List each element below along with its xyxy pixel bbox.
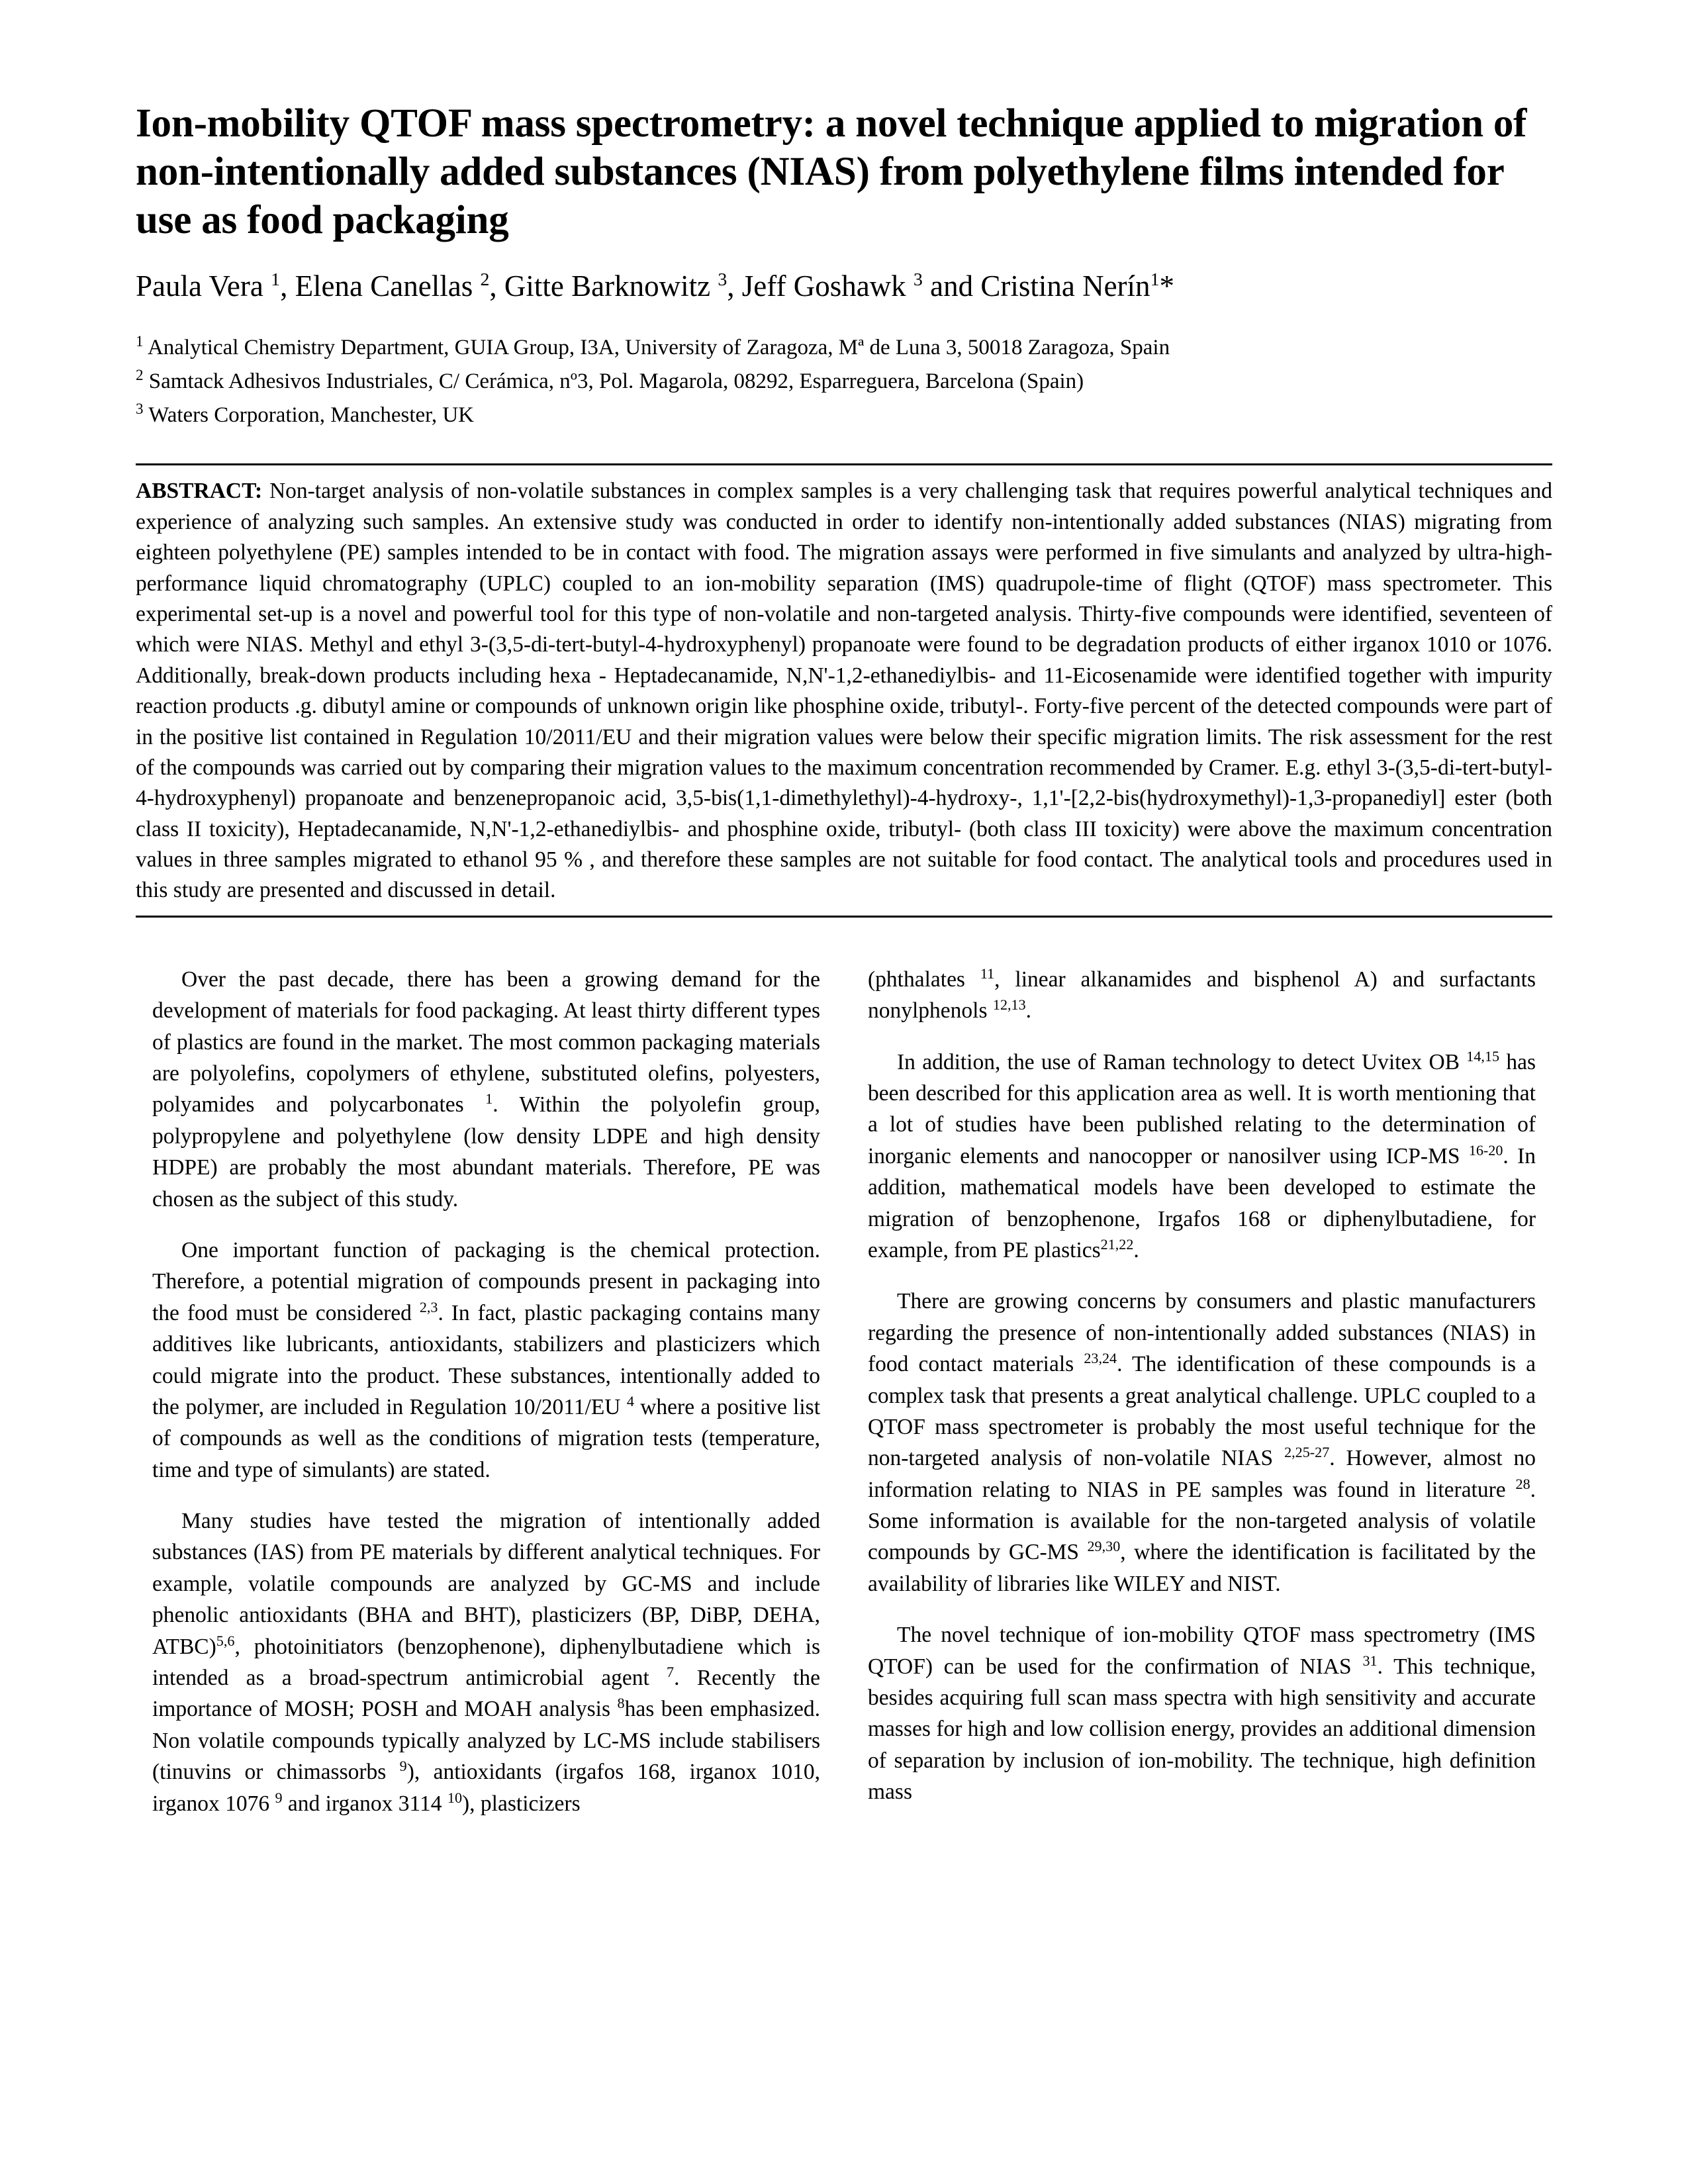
paragraph-text: . Within the polyolefin group, polypropylene and polyethylene (low density LDPE and high density HDPE) are probably the most abundant materials. Therefore, PE was chosen as the subject of this study. <box>152 1092 820 1211</box>
paragraph-text: has been described for this application area as well. It is worth mentioning that a lot of studies have been published relating to the determination of inorganic elements and nanocopper or nanosilver using ICP-MS <box>868 1049 1536 1168</box>
paragraph-text: . This technique, besides acquiring full scan mass spectra with high sensitivity and accurate masses for high and low collision energy, provides an additional dimension of separation by inclusion of ion-mobility. The technique, high definition mass <box>868 1654 1536 1805</box>
author-affiliation-marker: 2 <box>480 269 490 290</box>
page-title: Ion-mobility QTOF mass spectrometry: a novel technique applied to migration of non-intentionally added substances (NIAS) from polyethylene films intended for use as food packaging <box>136 101 1527 243</box>
citation-superscript[interactable]: 5,6 <box>216 1632 235 1649</box>
citation-superscript[interactable]: 8 <box>617 1695 625 1712</box>
paragraph-text: (phthalates <box>868 967 980 992</box>
citation-superscript[interactable]: 1 <box>485 1090 493 1108</box>
affiliation-item <box>136 332 1552 363</box>
author-affiliation-marker: 3 <box>913 269 923 290</box>
body-paragraph <box>152 1505 820 1819</box>
paragraph-text: has been emphasized. Non volatile compounds typically analyzed by LC-MS include stabilisers (tinuvins or chimassorbs <box>152 1697 820 1785</box>
paragraph-text: , photoinitiators (benzophenone), diphenylbutadiene which is intended as a broad-spectrum antimicrobial agent <box>152 1634 820 1691</box>
body-columns <box>136 964 1552 1819</box>
citation-superscript[interactable]: 28 <box>1515 1475 1530 1492</box>
citation-superscript[interactable]: 14,15 <box>1466 1047 1500 1065</box>
citation-superscript[interactable]: 29,30 <box>1087 1538 1121 1555</box>
paragraph-text: The novel technique of ion-mobility QTOF mass spectrometry (IMS QTOF) can be used for the confirmation of NIAS <box>868 1623 1536 1679</box>
affiliation-marker: 2 <box>136 366 144 383</box>
citation-superscript[interactable]: 11 <box>980 965 995 982</box>
author-affiliation-marker: 3 <box>718 269 727 290</box>
paragraph-text: . The identification of these compounds is a complex task that presents a great analytical challenge. UPLC coupled to a QTOF mass spectrometer is probably the most useful technique for the non-targeted analysis of non-volatile NIAS <box>868 1352 1536 1471</box>
citation-superscript[interactable]: 9 <box>275 1789 283 1806</box>
paragraph-text: ), antioxidants (irgafos 168, irganox 1010, irganox 1076 <box>152 1760 820 1816</box>
affiliation-marker: 3 <box>136 400 144 418</box>
affiliation-text: Waters Corporation, Manchester, UK <box>143 403 474 428</box>
citation-superscript[interactable]: 31 <box>1362 1652 1378 1669</box>
citation-superscript[interactable]: 12,13 <box>992 996 1026 1014</box>
paragraph-text: Many studies have tested the migration of intentionally added substances (IAS) from PE materials by different analytical techniques. For example, volatile compounds are analyzed by GC-MS and include phenolic antioxidants (BHA and BHT), plasticizers (BP, DiBP, DEHA, ATBC) <box>152 1509 820 1659</box>
author-name: , Gitte Barknowitz <box>489 269 718 303</box>
affiliation-marker: 1 <box>136 332 144 350</box>
citation-superscript[interactable]: 23,24 <box>1084 1349 1117 1366</box>
body-paragraph <box>152 1235 820 1486</box>
citation-superscript[interactable]: 2,3 <box>419 1298 438 1315</box>
body-paragraph <box>152 964 820 1215</box>
paragraph-text: . <box>1133 1237 1139 1262</box>
body-paragraph <box>868 1619 1536 1807</box>
body-paragraph <box>868 1047 1536 1266</box>
paragraph-text: ), plasticizers <box>462 1791 581 1816</box>
paragraph-text: and irganox 3114 <box>282 1791 447 1816</box>
paragraph-text: One important function of packaging is the chemical protection. Therefore, a potential migration of compounds present in packaging into the food must be considered <box>152 1237 820 1325</box>
citation-superscript[interactable]: 4 <box>626 1392 634 1409</box>
author-affiliation-marker: 1 <box>1150 269 1160 290</box>
paragraph-text: In addition, the use of Raman technology to detect Uvitex OB <box>897 1049 1467 1074</box>
citation-superscript[interactable]: 10 <box>447 1789 463 1806</box>
citation-superscript[interactable]: 9 <box>399 1758 407 1775</box>
abstract-block <box>136 463 1552 917</box>
citation-superscript[interactable]: 21,22 <box>1100 1235 1134 1253</box>
column-right <box>868 964 1536 1819</box>
body-paragraph <box>868 964 1536 1027</box>
paragraph-text: Over the past decade, there has been a growing demand for the development of materials for food packaging. At least thirty different types of plastics are found in the market. The most common packaging materials are polyolefins, copolymers of ethylene, substituted olefins, polyesters, polyamides and polycarbonates <box>152 967 820 1117</box>
abstract-label: ABSTRACT: <box>136 479 263 504</box>
author-name: and Cristina Nerín <box>922 269 1150 303</box>
citation-superscript[interactable]: 16-20 <box>1468 1141 1503 1159</box>
paragraph-text: . Some information is available for the non-targeted analysis of volatile compounds by GC-MS <box>868 1477 1536 1565</box>
author-name: , Jeff Goshawk <box>727 269 914 303</box>
affiliation-item <box>136 366 1552 397</box>
author-affiliation-marker: 1 <box>271 269 281 290</box>
column-left <box>152 964 820 1819</box>
author-name: Paula Vera <box>136 269 271 303</box>
abstract-paragraph <box>136 476 1552 906</box>
affiliation-text: Samtack Adhesivos Industriales, C/ Cerámica, nº3, Pol. Magarola, 08292, Esparreguera, Barcelona (Spain) <box>143 369 1084 393</box>
body-paragraph <box>868 1286 1536 1599</box>
affiliation-text: Analytical Chemistry Department, GUIA Group, I3A, University of Zaragoza, Mª de Luna 3, 50018 Zaragoza, Spain <box>143 335 1170 359</box>
citation-superscript[interactable]: 2,25-27 <box>1284 1444 1330 1461</box>
paragraph-text: . Recently the importance of MOSH; POSH and MOAH analysis <box>152 1666 820 1722</box>
affiliation-item <box>136 400 1552 430</box>
paragraph-text: . In addition, mathematical models have been developed to estimate the migration of benzophenone, Irgafos 168 or diphenylbutadiene, for example, from PE plastics <box>868 1143 1536 1262</box>
author-name: , Elena Canellas <box>280 269 481 303</box>
paragraph-text: where a positive list of compounds as well as the conditions of migration tests (temperature, time and type of simulants) are stated. <box>152 1394 820 1482</box>
paragraph-text: , linear alkanamides and bisphenol A) and surfactants nonylphenols <box>868 967 1536 1023</box>
paragraph-text: . <box>1025 998 1032 1023</box>
affiliation-list <box>136 332 1552 431</box>
paragraph-text: , where the identification is facilitated by the availability of libraries like WILEY and NIST. <box>868 1540 1536 1596</box>
citation-superscript[interactable]: 7 <box>667 1663 675 1680</box>
author-name: * <box>1159 269 1175 303</box>
paragraph-text: . However, almost no information relating to NIAS in PE samples was found in literature <box>868 1446 1536 1502</box>
paragraph-text: There are growing concerns by consumers and plastic manufacturers regarding the presence of non-intentionally added substances (NIAS) in food contact materials <box>868 1289 1536 1377</box>
paragraph-text: . In fact, plastic packaging contains many additives like lubricants, antioxidants, stabilizers and plasticizers which could migrate into the product. These substances, intentionally added to the polymer, are included in Regulation 10/2011/EU <box>152 1300 820 1419</box>
author-list <box>136 267 1552 305</box>
abstract-body: Non-target analysis of non-volatile substances in complex samples is a very challenging task that requires powerful analytical techniques and experience of analyzing such samples. An extensive study was conducted in order to identify non-intentionally added substances (NIAS) migrating from eighteen polyethylene (PE) samples intended to be in contact with food. The migration assays were performed in five simulants and analyzed by ultra-high-performance liquid chromatography (UPLC) coupled to an ion-mobility separation (IMS) quadrupole-time of flight (QTOF) mass spectrometer. This experimental set-up is a novel and powerful tool for this type of non-volatile and non-targeted analysis. Thirty-five compounds were identified, seventeen of which were NIAS. Methyl and ethyl 3-(3,5-di-tert-butyl-4-hydroxyphenyl) propanoate were found to be degradation products of either irganox 1010 or 1076. Additionally, break-down products including hexa - Heptadecanamide, N,N'-1,2-ethanediylbis- and 11-Eicosenamide were identified together with impurity reaction products .g. dibutyl amine or compounds of unknown origin like phosphine oxide, tributyl-. Forty-five percent of the detected compounds were part of in the positive list contained in Regulation 10/2011/EU and their migration values were below their specific migration limits. The risk assessment for the rest of the compounds was carried out by comparing their migration values to the maximum concentration recommended by Cramer. E.g. ethyl 3-(3,5-di-tert-butyl-4-hydroxyphenyl) propanoate and benzenepropanoic acid, 3,5-bis(1,1-dimethylethyl)-4-hydroxy-, 1,1'-[2,2-bis(hydroxymethyl)-1,3-propanediyl] ester (both class II toxicity), Heptadecanamide, N,N'-1,2-ethanediylbis- and phosphine oxide, tributyl- (both class III toxicity) were above the maximum concentration values in three samples migrated to ethanol 95 % , and therefore these samples are not suitable for food contact. The analytical tools and procedures used in this study are presented and discussed in detail. <box>136 479 1552 903</box>
